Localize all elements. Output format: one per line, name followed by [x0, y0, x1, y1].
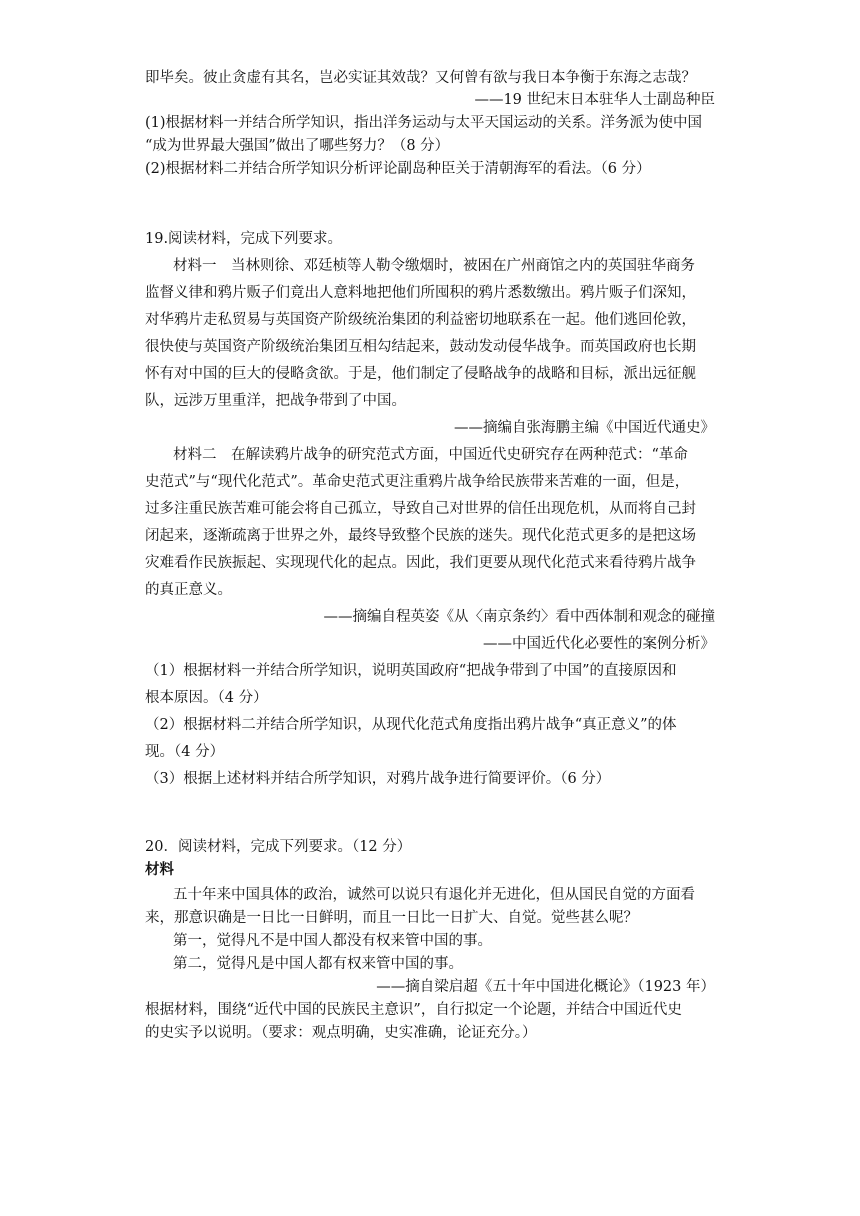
q18-question-2: (2)根据材料二并结合所学知识分析评论副岛种臣关于清朝海军的看法。（6 分） — [145, 161, 651, 177]
q19-question-3: （3）根据上述材料并结合所学知识，对鸦片战争进行简要评价。（6 分） — [145, 771, 611, 787]
q19-material-2-source: ——摘编自程英姿《从〈南京条约〉看中西体制和观念的碰撞 — [323, 609, 715, 625]
q19-question-2: （2）根据材料二并结合所学知识，从现代化范式角度指出鸦片战争“真正意义”的体 — [145, 717, 677, 733]
q18-attribution: ——19 世纪末日本驻华人士副岛种臣 — [474, 92, 715, 108]
q20-material-label: 材料 — [145, 861, 174, 878]
q19-material-2-line: 过多注重民族苦难可能会将自己孤立，导致自己对世界的信任出现危机，从而将自己封 — [145, 501, 696, 517]
q19-question-1-cont: 根本原因。（4 分） — [145, 690, 268, 706]
q19-material-2-source-cont: ——中国近代化必要性的案例分析》 — [483, 636, 715, 652]
q19-material-2-line: 闭起来，逐渐疏离于世界之外，最终导致整个民族的迷失。现代化范式更多的是把这场 — [145, 528, 696, 544]
q20-material-line: 来，那意识确是一日比一日鲜明，而且一日比一日扩大、自觉。觉些甚么呢？ — [145, 910, 638, 926]
q20-material-line: 第二，觉得凡是中国人都有权来管中国的事。 — [173, 956, 463, 972]
q19-material-1-line: 监督义律和鸦片贩子们竟出人意料地把他们所囤积的鸦片悉数缴出。鸦片贩子们深知， — [145, 285, 696, 301]
q19-question-1: （1）根据材料一并结合所学知识，说明英国政府“把战争带到了中国”的直接原因和 — [145, 663, 677, 679]
q19-material-2-line: 的真正意义。 — [145, 582, 232, 598]
q20-source: ——摘自梁启超《五十年中国进化概论》（1923 年） — [376, 979, 715, 995]
q18-question-1-cont: “成为世界最大强国”做出了哪些努力？（8 分） — [145, 138, 450, 154]
q20-prompt-cont: 的史实予以说明。（要求：观点明确，史实准确，论证充分。） — [145, 1025, 537, 1041]
q19-question-2-cont: 现。（4 分） — [145, 744, 225, 760]
q19-material-1-line: 对华鸦片走私贸易与英国资产阶级统治集团的利益密切地联系在一起。他们逃回伦敦， — [145, 312, 696, 328]
q18-question-1: (1)根据材料一并结合所学知识，指出洋务运动与太平天国运动的关系。洋务派为使中国 — [145, 115, 703, 131]
q19-material-2-line: 灾难看作民族振起、实现现代化的起点。因此，我们更要从现代化范式来看待鸦片战争 — [145, 555, 696, 571]
q19-material-1-line: 队，远涉万里重洋，把战争带到了中国。 — [145, 393, 406, 409]
q19-material-1-source: ——摘编自张海鹏主编《中国近代通史》 — [454, 420, 715, 436]
q19-material-1-line: 材料一 当林则徐、邓廷桢等人勒令缴烟时，被困在广州商馆之内的英国驻华商务 — [173, 258, 695, 274]
q19-material-2-line: 材料二 在解读鸦片战争的研究范式方面，中国近代史研究存在两种范式：“革命 — [173, 447, 688, 463]
q20-material-line: 第一，觉得凡不是中国人都没有权来管中国的事。 — [173, 933, 492, 949]
q19-material-1-line: 很快使与英国资产阶级统治集团互相勾结起来，鼓动发动侵华战争。而英国政府也长期 — [145, 339, 696, 355]
q19-material-2-line: 史范式”与“现代化范式”。革命史范式更注重鸦片战争给民族带来苦难的一面，但是， — [145, 474, 690, 490]
q19-heading: 19.阅读材料，完成下列要求。 — [145, 231, 343, 247]
q20-prompt: 根据材料，围绕“近代中国的民族民主意识”，自行拟定一个论题，并结合中国近代史 — [145, 1002, 682, 1018]
q19-material-1-line: 怀有对中国的巨大的侵略贪欲。于是，他们制定了侵略战争的战略和目标，派出远征舰 — [145, 366, 696, 382]
q18-material-line: 即毕矣。彼止贪虚有其名，岂必实证其效哉？又何曾有欲与我日本争衡于东海之志哉？ — [145, 70, 696, 86]
q20-heading: 20．阅读材料，完成下列要求。（12 分） — [145, 839, 412, 855]
q20-material-line: 五十年来中国具体的政治，诚然可以说只有退化并无进化，但从国民自觉的方面看 — [173, 887, 695, 903]
